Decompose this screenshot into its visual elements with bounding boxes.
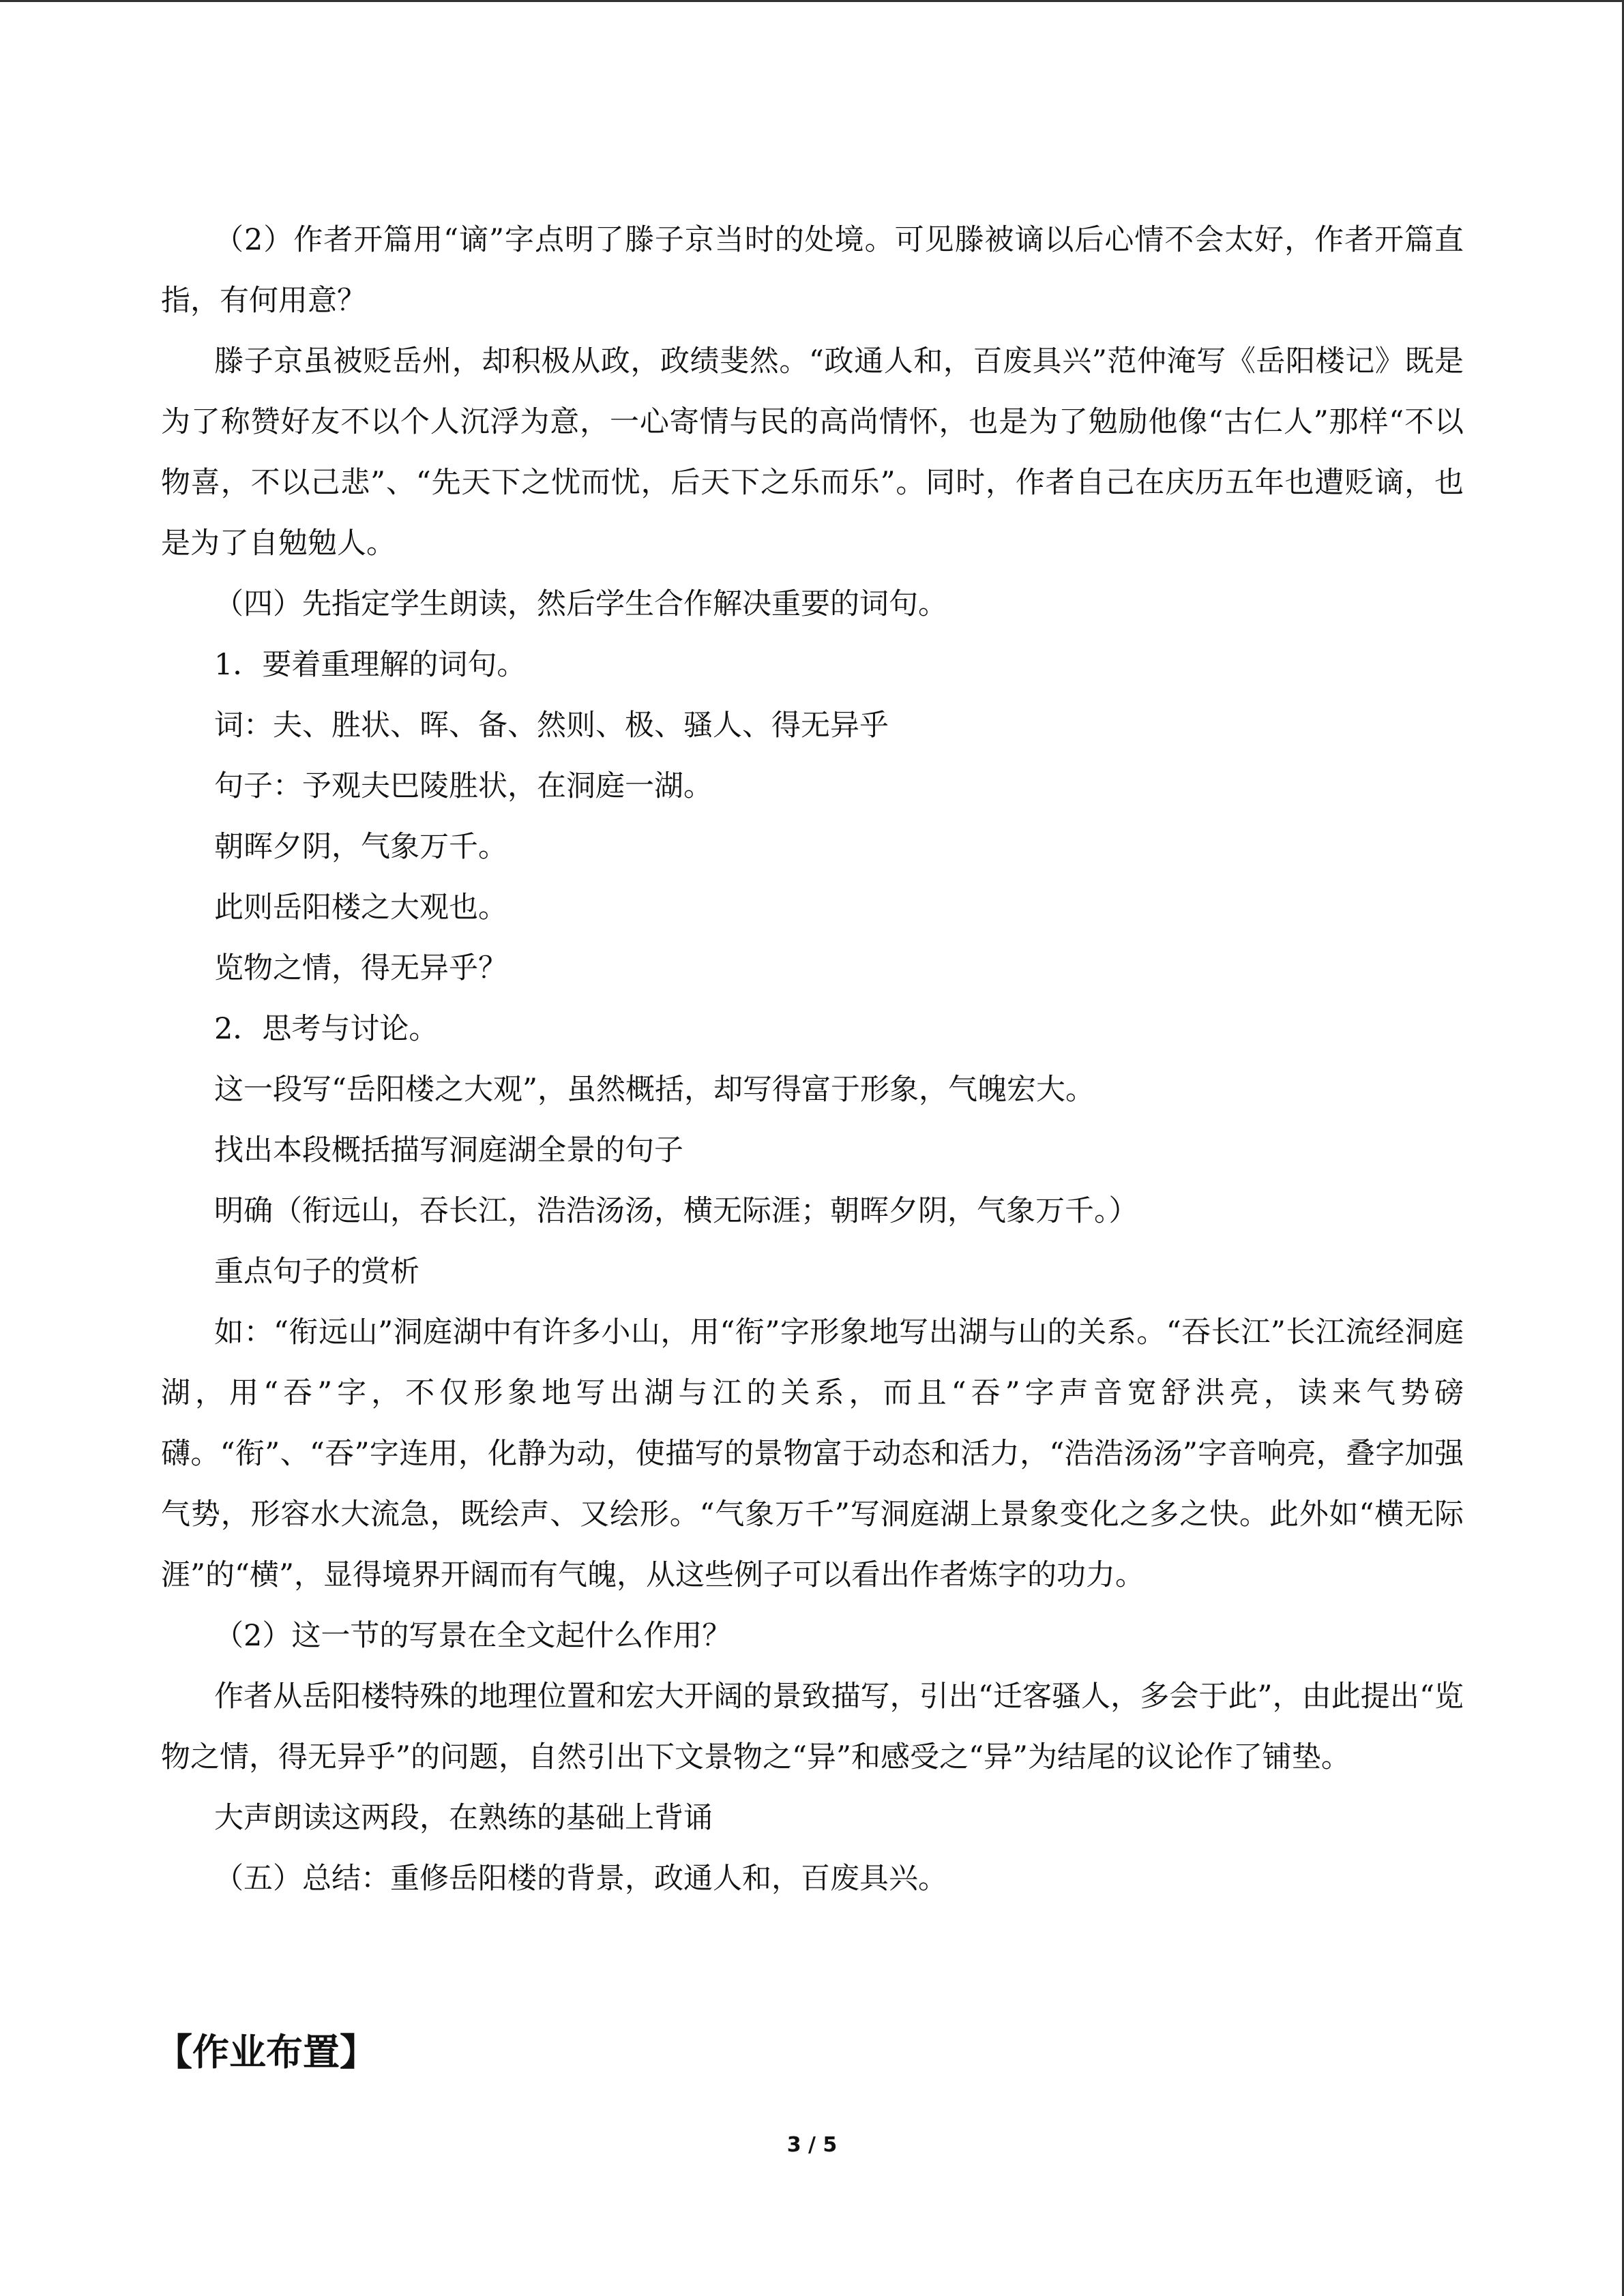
paragraph-sentence-2: 朝晖夕阴，气象万千。 — [214, 830, 507, 864]
paragraph-summary: （五）总结：重修岳阳楼的背景，政通人和，百废具兴。 — [214, 1862, 947, 1896]
paragraph-analysis-title: 重点句子的赏析 — [214, 1255, 419, 1289]
paragraph-sentence-4: 览物之情，得无异乎？ — [214, 951, 507, 985]
page-number: 3 / 5 — [786, 2133, 838, 2157]
paragraph-task: 找出本段概括描写洞庭湖全景的句子 — [214, 1133, 683, 1167]
body-text — [161, 210, 1464, 1909]
paragraph-item-1: 1．要着重理解的词句。 — [214, 648, 527, 682]
paragraph-sentence-1: 句子：予观夫巴陵胜状，在洞庭一湖。 — [214, 769, 713, 803]
paragraph-sentence-3: 此则岳阳楼之大观也。 — [214, 891, 507, 925]
paragraph-recite: 大声朗读这两段，在熟练的基础上背诵 — [214, 1801, 713, 1835]
paragraph-question-2: （2）作者开篇用“谪”字点明了滕子京当时的处境。可见滕被谪以后心情不会太好，作者开篇直指，有何用意？ — [161, 223, 1464, 318]
paragraph-question-scene: （2）这一节的写景在全文起什么作用？ — [214, 1619, 732, 1653]
section-heading: 【作业布置】 — [156, 2031, 377, 2074]
paragraph-clarify: 明确（衔远山，吞长江，浩浩汤汤，横无际涯；朝晖夕阴，气象万千。） — [214, 1194, 1138, 1228]
paragraph-item-2: 2．思考与讨论。 — [214, 1012, 439, 1046]
paragraph-analysis: 如：“衔远山”洞庭湖中有许多小山，用“衔”字形象地写出湖与山的关系。“吞长江”长江流经洞庭湖，用“吞”字，不仅形象地写出湖与江的关系，而且“吞”字声音宽舒洪亮，读来气势磅礴。“衔”、“吞”字连用，化静为动，使描写的景物富于动态和活力，“浩浩汤汤”字音响亮，叠字加强气势，形容水大流急，既绘声、又绘形。“气象万千”写洞庭湖上景象变化之多之快。此外如“横无际涯”的“横”，显得境界开阔而有气魄，从这些例子可以看出作者炼字的功力。 — [161, 1315, 1464, 1592]
top-border — [0, 0, 1624, 2]
paragraph-step-4: （四）先指定学生朗读，然后学生合作解决重要的词句。 — [214, 587, 947, 621]
paragraph-discussion: 这一段写“岳阳楼之大观”，虽然概括，却写得富于形象，气魄宏大。 — [214, 1073, 1095, 1107]
paragraph-answer-scene: 作者从岳阳楼特殊的地理位置和宏大开阔的景致描写，引出“迁客骚人，多会于此”，由此提出“览物之情，得无异乎”的问题，自然引出下文景物之“异”和感受之“异”为结尾的议论作了铺垫。 — [161, 1680, 1464, 1774]
paragraph-answer-2: 滕子京虽被贬岳州，却积极从政，政绩斐然。“政通人和，百废具兴”范仲淹写《岳阳楼记》既是为了称赞好友不以个人沉浮为意，一心寄情与民的高尚情怀，也是为了勉励他像“古仁人”那样“不以物喜，不以己悲”、“先天下之忧而忧，后天下之乐而乐”。同时，作者自己在庆历五年也遭贬谪，也是为了自勉勉人。 — [161, 344, 1464, 561]
paragraph-words: 词：夫、胜状、晖、备、然则、极、骚人、得无异乎 — [214, 709, 889, 743]
